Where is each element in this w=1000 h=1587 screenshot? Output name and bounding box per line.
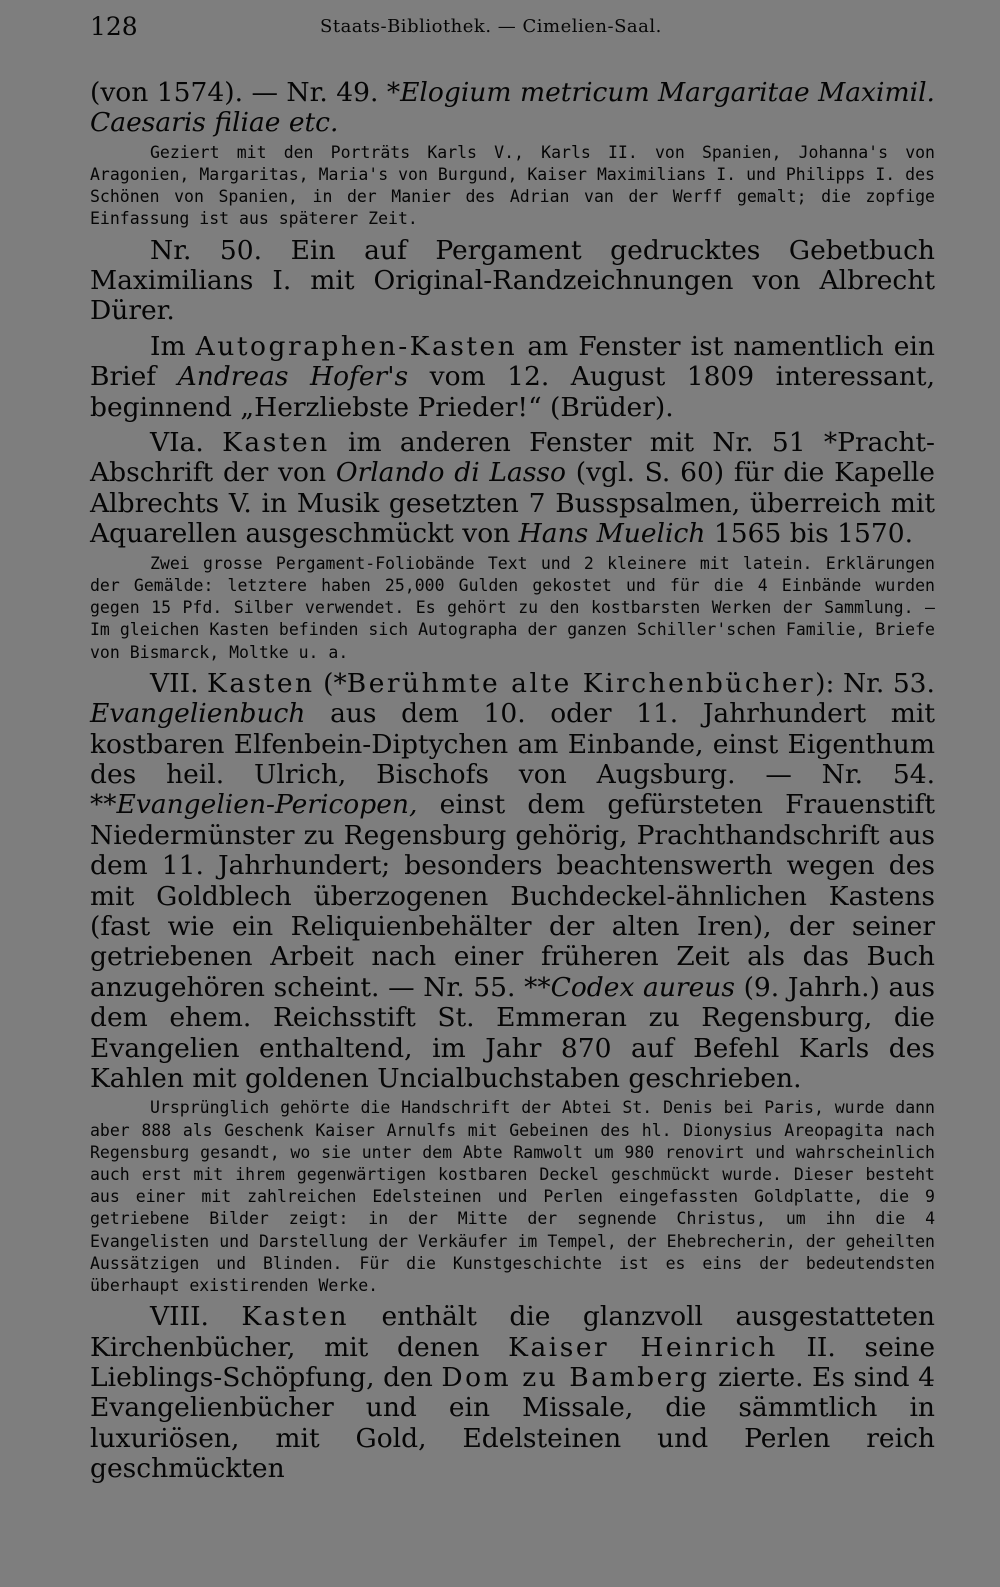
text-run: 1565 bis 1570. xyxy=(713,518,914,550)
spaced-term: Kasten xyxy=(207,667,315,699)
text-run: (* xyxy=(323,667,347,699)
italic-title: Evangelienbuch xyxy=(90,698,306,730)
paragraph-nr49 xyxy=(90,78,935,139)
text-run: vom 12. August 1809 interessant, beginnend „Herzliebste Prieder!“ (Brüder). xyxy=(90,361,935,423)
text-run: aus dem 10. oder 11. Jahrhundert mit kostbaren Elfenbein-Diptychen am Einbande, einst Eigenthum des heil. Ulrich, Bischofs von Augsburg. — Nr. 54. ** xyxy=(90,698,935,821)
page-body xyxy=(90,78,935,1485)
page-number: 128 xyxy=(90,12,138,41)
page-header xyxy=(90,12,940,42)
text-run: VII. xyxy=(150,667,199,699)
text-run: (vgl. S. 60) für die Kapelle Albrechts V. in Musik gesetzten 7 Busspsalmen, überreich mit Aquarellen ausgeschmückt von xyxy=(90,457,935,550)
running-head: Staats-Bibliothek. — Cimelien-Saal. xyxy=(320,16,662,37)
text-run: II. seine Lieblings-Schöpfung, den xyxy=(90,1331,935,1394)
text-run: (von 1574). — Nr. 49. * xyxy=(90,77,401,108)
paragraph-nr50: Nr. 50. Ein auf Pergament gedrucktes Gebetbuch Maximilians I. mit Original-Randzeichnungen von Albrecht Dürer. xyxy=(90,234,935,327)
text-run: VIII. xyxy=(150,1301,209,1333)
italic-name: Orlando di Lasso xyxy=(335,457,566,489)
spaced-term: Berühmte alte Kirchenbücher xyxy=(346,667,816,699)
text-run: enthält die glanzvoll ausgestatteten Kirchenbücher, mit denen xyxy=(90,1301,935,1363)
spaced-term: Kasten xyxy=(241,1301,350,1333)
note-vii: Ursprünglich gehörte die Handschrift der Abtei St. Denis bei Paris, wurde dann aber 888 als Geschenk Kaiser Arnulfs mit Gebeinen des hl. Dionysius Areopagita nach Regensburg gesandt, wo sie unter dem Abte Ramwolt um 980 renovirt und wahrscheinlich auch erst mit ihrem gegenwärtigen kostbaren Deckel geschmückt wurde. Dieser besteht aus einer mit zahlreichen Edelsteinen und Perlen eingefassten Goldplatte, die 9 getriebene Bilder zeigt: in der Mitte der segnende Christus, um ihn die 4 Evangelisten und Darstellung der Verkäufer im Tempel, der Ehebrecherin, der geheilten Aussätzigen und Blinden. Für die Kunstgeschichte ist es eins der bedeutendsten überhaupt existirenden Werke. xyxy=(90,1098,935,1296)
italic-title: Evangelien-Pericopen, xyxy=(116,789,418,821)
paragraph-via xyxy=(90,428,935,550)
text-run: einst dem gefürsteten Frauenstift Niedermünster zu Regensburg gehörig, Prachthandschrift aus dem 11. Jahrhundert; besonders beachtenswerth wegen des mit Goldblech überzogenen Buchdeckel-ähnlichen Kastens (fast wie ein Reliquienbehälter der alten Iren), der seiner getriebenen Arbeit nach einer früheren Zeit als das Buch anzugehören scheint. — Nr. 55. ** xyxy=(90,789,935,1003)
text-run: Im xyxy=(150,330,186,362)
spaced-term: Dom zu Bamberg xyxy=(441,1362,710,1394)
paragraph-autographen xyxy=(90,332,935,423)
text-run: zierte. Es sind 4 Evangelienbücher und ein Missale, die sämmtlich in luxuriösen, mit Gold, Edelsteinen und Perlen reich geschmückten xyxy=(90,1362,935,1485)
spaced-term: Kaiser Heinrich xyxy=(508,1331,778,1363)
italic-title: Elogium metricum Margaritae Maximil. Caesaris filiae etc. xyxy=(90,77,935,139)
text-run: am Fenster ist namentlich ein Brief xyxy=(90,330,935,393)
paragraph-viii xyxy=(90,1302,935,1484)
paragraph-vii xyxy=(90,669,935,1095)
italic-name: Hans Muelich xyxy=(518,518,706,550)
text-run: ): Nr. 53. xyxy=(815,667,935,699)
text-run: (9. Jahrh.) aus dem ehem. Reichsstift St. Emmeran zu Regensburg, die Evangelien enthaltend, im Jahr 870 auf Befehl Karls des Kahlen mit goldenen Uncialbuchstaben geschrieben. xyxy=(90,971,935,1094)
spaced-term: Autographen-Kasten xyxy=(195,330,518,362)
text-run: VIa. xyxy=(150,427,204,459)
note-nr49: Geziert mit den Porträts Karls V., Karls II. von Spanien, Johanna's von Aragonien, Margaritas, Maria's von Burgund, Kaiser Maximilians I. und Philipps I. des Schönen von Spanien, in der Manier des Adrian van der Werff gemalt; die zopfige Einfassung ist aus späterer Zeit. xyxy=(90,142,935,229)
text-run: im anderen Fenster mit Nr. 51 *Pracht-Abschrift der von xyxy=(90,427,935,489)
spaced-term: Kasten xyxy=(222,427,330,459)
italic-title: Codex aureus xyxy=(550,971,735,1003)
note-via: Zwei grosse Pergament-Foliobände Text und 2 kleinere mit latein. Erklärungen der Gemälde: letztere haben 25,000 Gulden gekostet und für die 4 Einbände wurden gegen 15 Pfd. Silber verwendet. Es gehört zu den kostbarsten Werken der Sammlung. — Im gleichen Kasten befinden sich Autographa der ganzen Schiller'schen Familie, Briefe von Bismarck, Moltke u. a. xyxy=(90,553,935,662)
italic-name: Andreas Hofer's xyxy=(177,361,409,393)
